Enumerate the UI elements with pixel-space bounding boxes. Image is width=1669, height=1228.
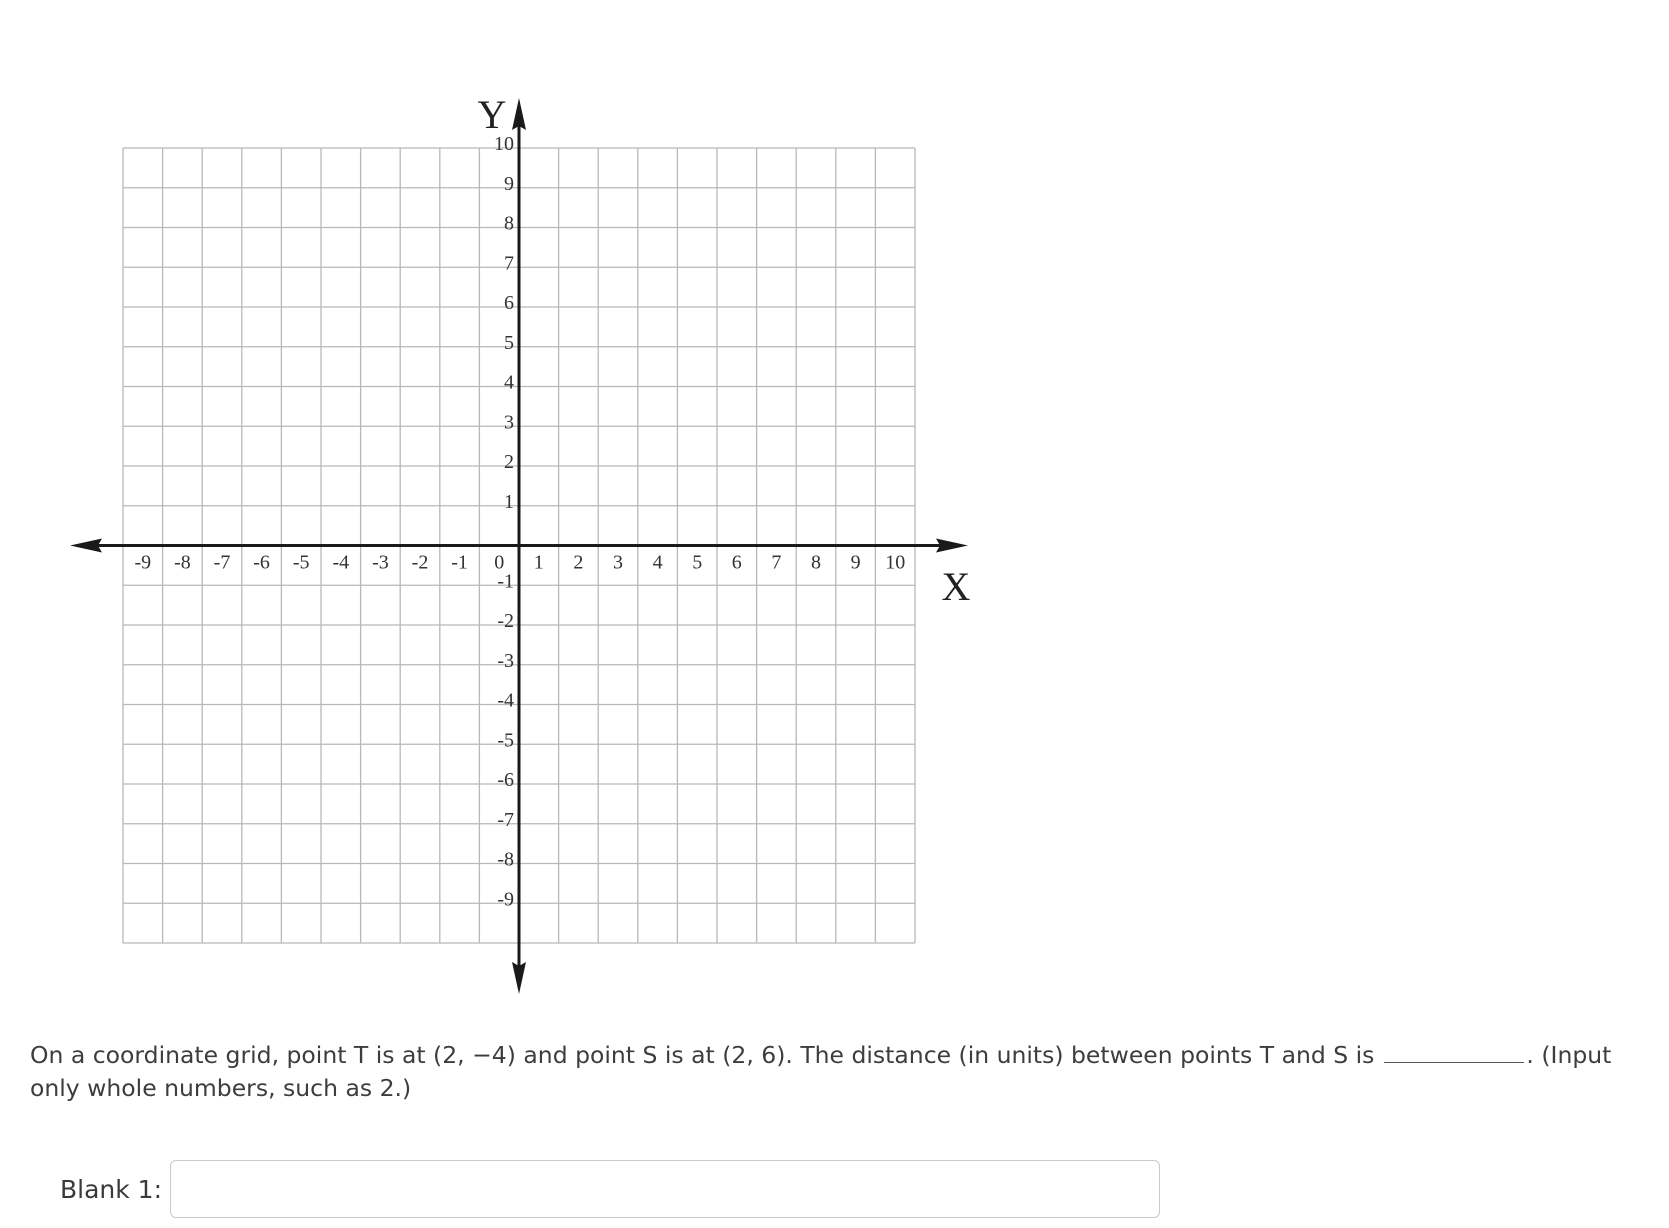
y-tick-label: 3 xyxy=(504,411,514,434)
x-tick-label: 1 xyxy=(533,551,544,574)
y-tick-label: 2 xyxy=(504,451,514,473)
question-text xyxy=(30,1039,1640,1105)
inline-answer-blank xyxy=(1384,1040,1524,1063)
x-tick-label: 0 xyxy=(494,551,505,574)
y-tick-label: -6 xyxy=(497,769,514,791)
x-tick-label: -7 xyxy=(213,551,231,574)
x-tick-label: 6 xyxy=(731,551,742,574)
y-tick-label: 1 xyxy=(504,490,514,513)
y-tick-label: 8 xyxy=(504,212,514,235)
x-tick-label: -4 xyxy=(332,551,350,574)
x-tick-label: -2 xyxy=(411,551,429,574)
x-tick-label: 2 xyxy=(573,551,584,574)
blank-1-input[interactable] xyxy=(170,1160,1160,1218)
x-tick-label: -1 xyxy=(451,551,468,574)
y-tick-label: -9 xyxy=(497,888,514,911)
y-axis-arrow-up xyxy=(512,98,526,130)
y-tick-label: 5 xyxy=(504,331,514,354)
blank-1-label: Blank 1: xyxy=(60,1174,163,1204)
y-tick-label: -7 xyxy=(497,808,514,831)
x-tick-label: -9 xyxy=(134,551,152,574)
x-tick-label: -5 xyxy=(292,551,310,574)
x-tick-label: 8 xyxy=(811,551,821,574)
x-axis-arrow-left xyxy=(70,539,102,553)
x-tick-label: -3 xyxy=(372,551,389,574)
x-tick-label: 10 xyxy=(885,551,906,574)
axes xyxy=(70,98,968,994)
x-tick-label: -8 xyxy=(174,551,191,574)
y-tick-label: -1 xyxy=(497,570,514,593)
y-tick-label: 4 xyxy=(504,371,514,394)
x-tick-label: -6 xyxy=(253,551,270,574)
x-tick-label: 7 xyxy=(771,551,782,574)
y-tick-label: 10 xyxy=(494,133,514,155)
question-text-part2: . (Input only whole numbers, such as 2.) xyxy=(30,1041,1612,1102)
y-tick-label: -5 xyxy=(497,729,514,752)
answer-row xyxy=(60,1160,1160,1218)
y-axis-label: Y xyxy=(477,92,507,137)
y-tick-label: 6 xyxy=(504,292,514,314)
x-tick-label: 4 xyxy=(652,551,663,574)
x-axis-label: X xyxy=(941,564,971,609)
y-tick-label: -2 xyxy=(497,610,514,632)
x-tick-label: 5 xyxy=(692,551,703,574)
y-tick-label: -8 xyxy=(497,848,514,871)
x-axis-arrow-right xyxy=(936,539,968,553)
x-tick-label: 3 xyxy=(613,551,623,574)
y-tick-label: -3 xyxy=(497,649,514,672)
x-tick-label: 9 xyxy=(850,551,861,574)
y-tick-label: 9 xyxy=(504,172,514,195)
y-tick-label: 7 xyxy=(504,252,514,275)
y-tick-label: -4 xyxy=(497,689,514,712)
question-text-part1: On a coordinate grid, point T is at (2, −4) and point S is at (2, 6). The distance (in units) between points T and S is xyxy=(30,1041,1375,1069)
y-axis-arrow-down xyxy=(512,962,526,994)
